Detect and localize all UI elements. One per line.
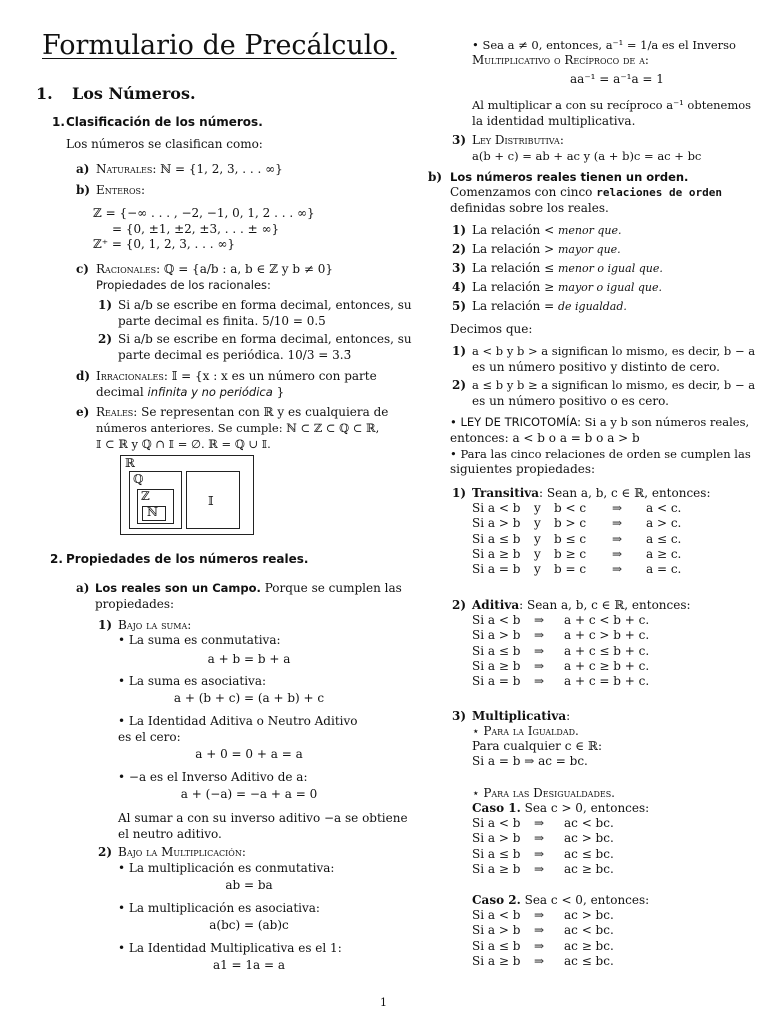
cell: a = c. <box>646 562 682 577</box>
cell: b = c <box>554 562 587 577</box>
tricotomia-line-1: Si a y b son números reales, <box>581 415 750 429</box>
table-row <box>472 532 687 547</box>
cell: y <box>534 562 541 577</box>
table-row <box>472 613 655 628</box>
racional-prop-2-line-1: Si a/b se escribe en forma decimal, entonces, su <box>118 332 412 346</box>
venn-label-integers: ℤ <box>141 489 150 503</box>
cell: ac ≥ bc. <box>564 938 614 953</box>
cell: a > c. <box>646 516 682 531</box>
igualdad-line-2: Si a = b ⇒ ac = bc. <box>472 754 588 768</box>
enteros-eq-3: ℤ⁺ = {0, 1, 2, 3, . . . ∞} <box>93 237 235 251</box>
identidad-aditiva-2: es el cero: <box>118 730 181 744</box>
cinco-relaciones-1: • Para las cinco relaciones de orden se cumplen las <box>450 447 751 461</box>
cell: b < c <box>554 501 587 515</box>
item-a-label: a) <box>76 162 90 176</box>
enteros-eq-2: = {0, ±1, ±2, ±3, . . . ± ∞} <box>112 222 280 236</box>
irracionales-line-2a: decimal <box>96 385 148 399</box>
orden-label: b) <box>428 170 443 184</box>
mult-asociativa-eq: a(bc) = (ab)c <box>209 918 289 932</box>
rel-2-label: 2) <box>452 242 467 256</box>
cell: y <box>534 516 541 531</box>
cell: Si a ≤ b <box>472 531 521 546</box>
mult-conmutativa-eq: ab = ba <box>225 878 273 892</box>
cell: Si a ≤ b <box>472 938 521 953</box>
cell: ac ≥ bc. <box>564 861 614 876</box>
decimos-2-label: 2) <box>452 378 467 392</box>
rel-3-a: La relación ≤ <box>472 261 558 275</box>
identidad-mult-eq: a1 = 1a = a <box>212 958 286 972</box>
reales-line-2: números anteriores. Se cumple: ℕ ⊂ ℤ ⊂ ℚ ⊂ ℝ, <box>96 421 380 435</box>
decimos-2-line-1: a ≤ b y b ≥ a significan lo mismo, es decir, b − a <box>472 378 756 392</box>
decimos-que: Decimos que: <box>450 322 533 336</box>
irracionales-name: Irracionales <box>96 369 164 383</box>
distributiva-title: Ley Distributiva: <box>472 133 564 147</box>
rel-3-label: 3) <box>452 261 467 275</box>
item-e-label: e) <box>76 405 90 419</box>
mult-asociativa: • La multiplicación es asociativa: <box>118 901 320 915</box>
cell: ⇒ <box>534 923 545 938</box>
suma-asociativa-eq: a + (b + c) = (a + b) + c <box>173 691 325 705</box>
suma-label: 1) <box>98 618 113 632</box>
suma-note-2: el neutro aditivo. <box>118 827 222 841</box>
cell: b > c <box>554 516 587 531</box>
suma-conmutativa-eq: a + b = b + a <box>207 652 291 666</box>
cell: a + c < b + c. <box>564 613 650 627</box>
caso-1-intro: Sea c > 0, entonces: <box>520 801 650 815</box>
caso-2-intro: Sea c < 0, entonces: <box>520 893 650 907</box>
table-row <box>472 659 655 674</box>
orden-intro-a: Comenzamos con cinco <box>450 185 597 199</box>
cell: y <box>534 531 541 546</box>
cell: ⇒ <box>534 908 545 922</box>
cinco-relaciones-2: siguientes propiedades: <box>450 462 596 476</box>
cell: Si a ≥ b <box>472 953 521 968</box>
enteros-eq-1: ℤ = {−∞ . . . , −2, −1, 0, 1, 2 . . . ∞} <box>93 206 315 220</box>
table-row <box>472 847 620 862</box>
orden-title: Los números reales tienen un orden. <box>450 170 689 184</box>
campo-bold: Los reales son un Campo. <box>95 581 261 595</box>
orden-intro-2: definidas sobre los reales. <box>450 201 609 215</box>
distributiva-label: 3) <box>452 133 467 147</box>
campo-line-1: Porque se cumplen las <box>260 581 402 595</box>
naturales-name: Naturales <box>96 162 153 176</box>
irracionales-line-2c: } <box>272 385 285 399</box>
classification-intro: Los números se clasifican como: <box>66 137 263 151</box>
cell: a ≥ c. <box>646 546 682 561</box>
naturales-set: ℕ = {1, 2, 3, . . . ∞} <box>160 162 283 176</box>
tricotomia-line-2: entonces: a < b o a = b o a > b <box>450 431 640 445</box>
cell: ⇒ <box>612 501 623 515</box>
cell: ⇒ <box>534 628 545 643</box>
decimos-1-label: 1) <box>452 344 467 358</box>
cell: Si a < b <box>472 501 521 515</box>
cell: ac ≤ bc. <box>564 846 614 861</box>
venn-label-reals: ℝ <box>125 456 135 470</box>
aditiva-label: 2) <box>452 598 467 612</box>
table-row <box>472 628 655 643</box>
desigualdades-heading: ⋆ Para las Desigualdades. <box>472 786 615 800</box>
cell: a < c. <box>646 501 682 515</box>
inverso-mult-line-2: Multiplicativo o Recíproco de a: <box>472 53 649 67</box>
table-row <box>472 939 620 954</box>
rel-5-a: La relación = <box>472 299 558 313</box>
reales-line-3: 𝕀 ⊂ ℝ y ℚ ∩ 𝕀 = ∅. ℝ = ℚ ∪ 𝕀. <box>96 437 271 451</box>
subsection-1-title: Clasificación de los números. <box>66 115 263 129</box>
racionales-name: Racionales <box>96 262 157 276</box>
decimos-2-line-2: es un número positivo o es cero. <box>472 394 669 408</box>
cell: Si a < b <box>472 816 521 830</box>
item-b-label: b) <box>76 183 91 197</box>
table-row <box>472 954 620 969</box>
cell: ⇒ <box>534 861 545 876</box>
venn-label-naturals: ℕ <box>147 505 158 519</box>
cell: ⇒ <box>612 546 623 561</box>
cell: y <box>534 546 541 561</box>
cell: Si a = b <box>472 674 521 689</box>
cell: a + c > b + c. <box>564 628 650 643</box>
transitiva-intro: : Sean a, b, c ∈ ℝ, entonces: <box>539 486 711 500</box>
cell: Si a ≥ b <box>472 546 521 561</box>
caso-1-table <box>472 816 620 877</box>
cell: ⇒ <box>534 613 545 627</box>
multiplicativa-title: Multiplicativa <box>472 709 567 723</box>
aditiva-intro: : Sean a, b, c ∈ ℝ, entonces: <box>519 598 691 612</box>
multiplicativa-label: 3) <box>452 709 467 723</box>
identidad-mult: • La Identidad Multiplicativa es el 1: <box>118 941 342 955</box>
mult-title: Bajo la Multiplicación: <box>118 845 246 859</box>
cell: ⇒ <box>534 658 545 673</box>
orden-intro-b: relaciones de orden <box>596 186 723 199</box>
cell: a + c = b + c. <box>564 674 650 689</box>
transitiva-label: 1) <box>452 486 467 500</box>
table-row <box>472 547 687 562</box>
racionales-properties: Propiedades de los racionales: <box>96 278 271 292</box>
inverso-mult-line-1: • Sea a ≠ 0, entonces, a⁻¹ = 1/a es el Inverso <box>472 38 736 52</box>
table-row <box>472 816 620 831</box>
cell: Si a ≥ b <box>472 658 521 673</box>
cell: Si a > b <box>472 831 521 846</box>
cell: Si a < b <box>472 613 521 627</box>
rel-1-label: 1) <box>452 223 467 237</box>
cell: ⇒ <box>534 674 545 689</box>
cell: ⇒ <box>534 831 545 846</box>
inverso-mult-note-2: la identidad multiplicativa. <box>472 114 636 128</box>
racional-prop-2-label: 2) <box>98 332 113 346</box>
rel-4-label: 4) <box>452 280 467 294</box>
aditiva-title: Aditiva <box>472 598 520 612</box>
cell: ac < bc. <box>564 816 614 830</box>
inverso-mult-note-1: Al multiplicar a con su recíproco a⁻¹ obtenemos <box>472 98 752 112</box>
cell: ac > bc. <box>564 831 614 846</box>
item-c-label: c) <box>76 262 89 276</box>
decimos-1-line-1: a < b y b > a significan lo mismo, es decir, b − a <box>472 344 756 358</box>
caso-2-title: Caso 2. <box>472 893 521 907</box>
decimos-1-line-2: es un número positivo y distinto de cero. <box>472 360 720 374</box>
table-row <box>472 831 620 846</box>
cell: Si a > b <box>472 923 521 938</box>
inverso-aditivo-eq: a + (−a) = −a + a = 0 <box>180 787 318 801</box>
table-row <box>472 644 655 659</box>
campo-line-2: propiedades: <box>95 597 175 611</box>
cell: Si a ≤ b <box>472 643 521 658</box>
aditiva-table <box>472 613 655 689</box>
table-row <box>472 674 655 689</box>
mult-conmutativa: • La multiplicación es conmutativa: <box>118 861 335 875</box>
subsection-1-number: 1. <box>52 115 65 129</box>
identidad-aditiva-eq: a + 0 = 0 + a = a <box>195 747 303 761</box>
enteros-name: Enteros <box>96 183 141 197</box>
rel-5-b: de igualdad. <box>557 300 627 313</box>
cell: a ≤ c. <box>646 531 682 546</box>
inverso-aditivo: • −a es el Inverso Aditivo de a: <box>118 770 308 784</box>
irracionales-line-1: 𝕀 = {x : x es un número con parte <box>171 369 377 383</box>
table-row <box>472 908 620 923</box>
racional-prop-1-line-2: parte decimal es finita. 5/10 = 0.5 <box>118 314 326 328</box>
reales-name: Reales <box>96 405 134 419</box>
venn-label-rationals: ℚ <box>133 472 144 486</box>
section-1-title: Los Números. <box>72 84 196 103</box>
suma-asociativa: • La suma es asociativa: <box>118 674 267 688</box>
cell: ac ≤ bc. <box>564 953 614 968</box>
cell: y <box>534 501 541 515</box>
rel-2-b: mayor que. <box>557 243 621 256</box>
caso-2-table <box>472 908 620 969</box>
cell: ac < bc. <box>564 923 614 938</box>
igualdad-line-1: Para cualquier c ∈ ℝ: <box>472 739 602 753</box>
cell: Si a > b <box>472 516 521 531</box>
item-d-label: d) <box>76 369 91 383</box>
item-2a-label: a) <box>76 581 90 595</box>
cell: ⇒ <box>534 953 545 968</box>
suma-note-1: Al sumar a con su inverso aditivo −a se obtiene <box>118 811 408 825</box>
racional-prop-1-label: 1) <box>98 298 113 312</box>
cell: Si a ≥ b <box>472 861 521 876</box>
inverso-mult-eq: aa⁻¹ = a⁻¹a = 1 <box>570 72 664 86</box>
transitiva-table <box>472 501 687 577</box>
cell: ⇒ <box>534 938 545 953</box>
cell: ⇒ <box>534 643 545 658</box>
rel-1-a: La relación < <box>472 223 558 237</box>
identidad-aditiva-1: • La Identidad Aditiva o Neutro Aditivo <box>118 714 358 728</box>
page-title: Formulario de Precálculo. <box>42 30 397 61</box>
table-row <box>472 923 620 938</box>
cell: Si a < b <box>472 908 521 922</box>
reales-line-1: : Se representan con ℝ y es cualquiera de <box>133 405 389 419</box>
rel-3-b: menor o igual que. <box>557 262 663 275</box>
multiplicativa-colon: : <box>566 709 571 723</box>
cell: a + c ≥ b + c. <box>564 658 650 673</box>
cell: ⇒ <box>612 531 623 546</box>
racional-prop-2-line-2: parte decimal es periódica. 10/3 = 3.3̄ <box>118 348 352 362</box>
cell: a + c ≤ b + c. <box>564 643 650 658</box>
table-row <box>472 516 687 531</box>
cell: b ≤ c <box>554 531 587 546</box>
cell: ⇒ <box>534 846 545 861</box>
igualdad-heading: ⋆ Para la Igualdad. <box>472 724 579 738</box>
table-row <box>472 501 687 516</box>
rel-4-a: La relación ≥ <box>472 280 558 294</box>
cell: ⇒ <box>534 816 545 830</box>
racional-prop-1-line-1: Si a/b se escribe en forma decimal, entonces, su <box>118 298 412 312</box>
cell: ⇒ <box>612 516 623 531</box>
mult-label: 2) <box>98 845 113 859</box>
cell: Si a > b <box>472 628 521 643</box>
distributiva-eq: a(b + c) = ab + ac y (a + b)c = ac + bc <box>472 149 702 163</box>
rel-4-b: mayor o igual que. <box>557 281 663 294</box>
venn-label-irrationals: 𝕀 <box>208 494 214 508</box>
page-number: 1 <box>380 996 387 1009</box>
cell: ac > bc. <box>564 908 614 922</box>
cell: ⇒ <box>612 562 623 577</box>
section-1-number: 1. <box>36 84 53 103</box>
suma-title: Bajo la suma: <box>118 618 192 632</box>
suma-conmutativa: • La suma es conmutativa: <box>118 633 281 647</box>
rel-2-a: La relación > <box>472 242 558 256</box>
caso-1-title: Caso 1. <box>472 801 521 815</box>
subsection-2-number: 2. <box>50 552 63 566</box>
rel-5-label: 5) <box>452 299 467 313</box>
tricotomia-heading: • LEY DE TRICOTOMÍA: <box>450 415 581 429</box>
cell: Si a = b <box>472 562 521 577</box>
irracionales-line-2b: infinita y no periódica <box>147 385 273 399</box>
table-row <box>472 562 687 577</box>
cell: b ≥ c <box>554 546 587 561</box>
subsection-2-title: Propiedades de los números reales. <box>66 552 309 566</box>
rel-1-b: menor que. <box>557 224 622 237</box>
table-row <box>472 862 620 877</box>
racionales-set: ℚ = {a/b : a, b ∈ ℤ y b ≠ 0} <box>163 262 334 276</box>
cell: Si a ≤ b <box>472 846 521 861</box>
transitiva-title: Transitiva <box>472 486 540 500</box>
